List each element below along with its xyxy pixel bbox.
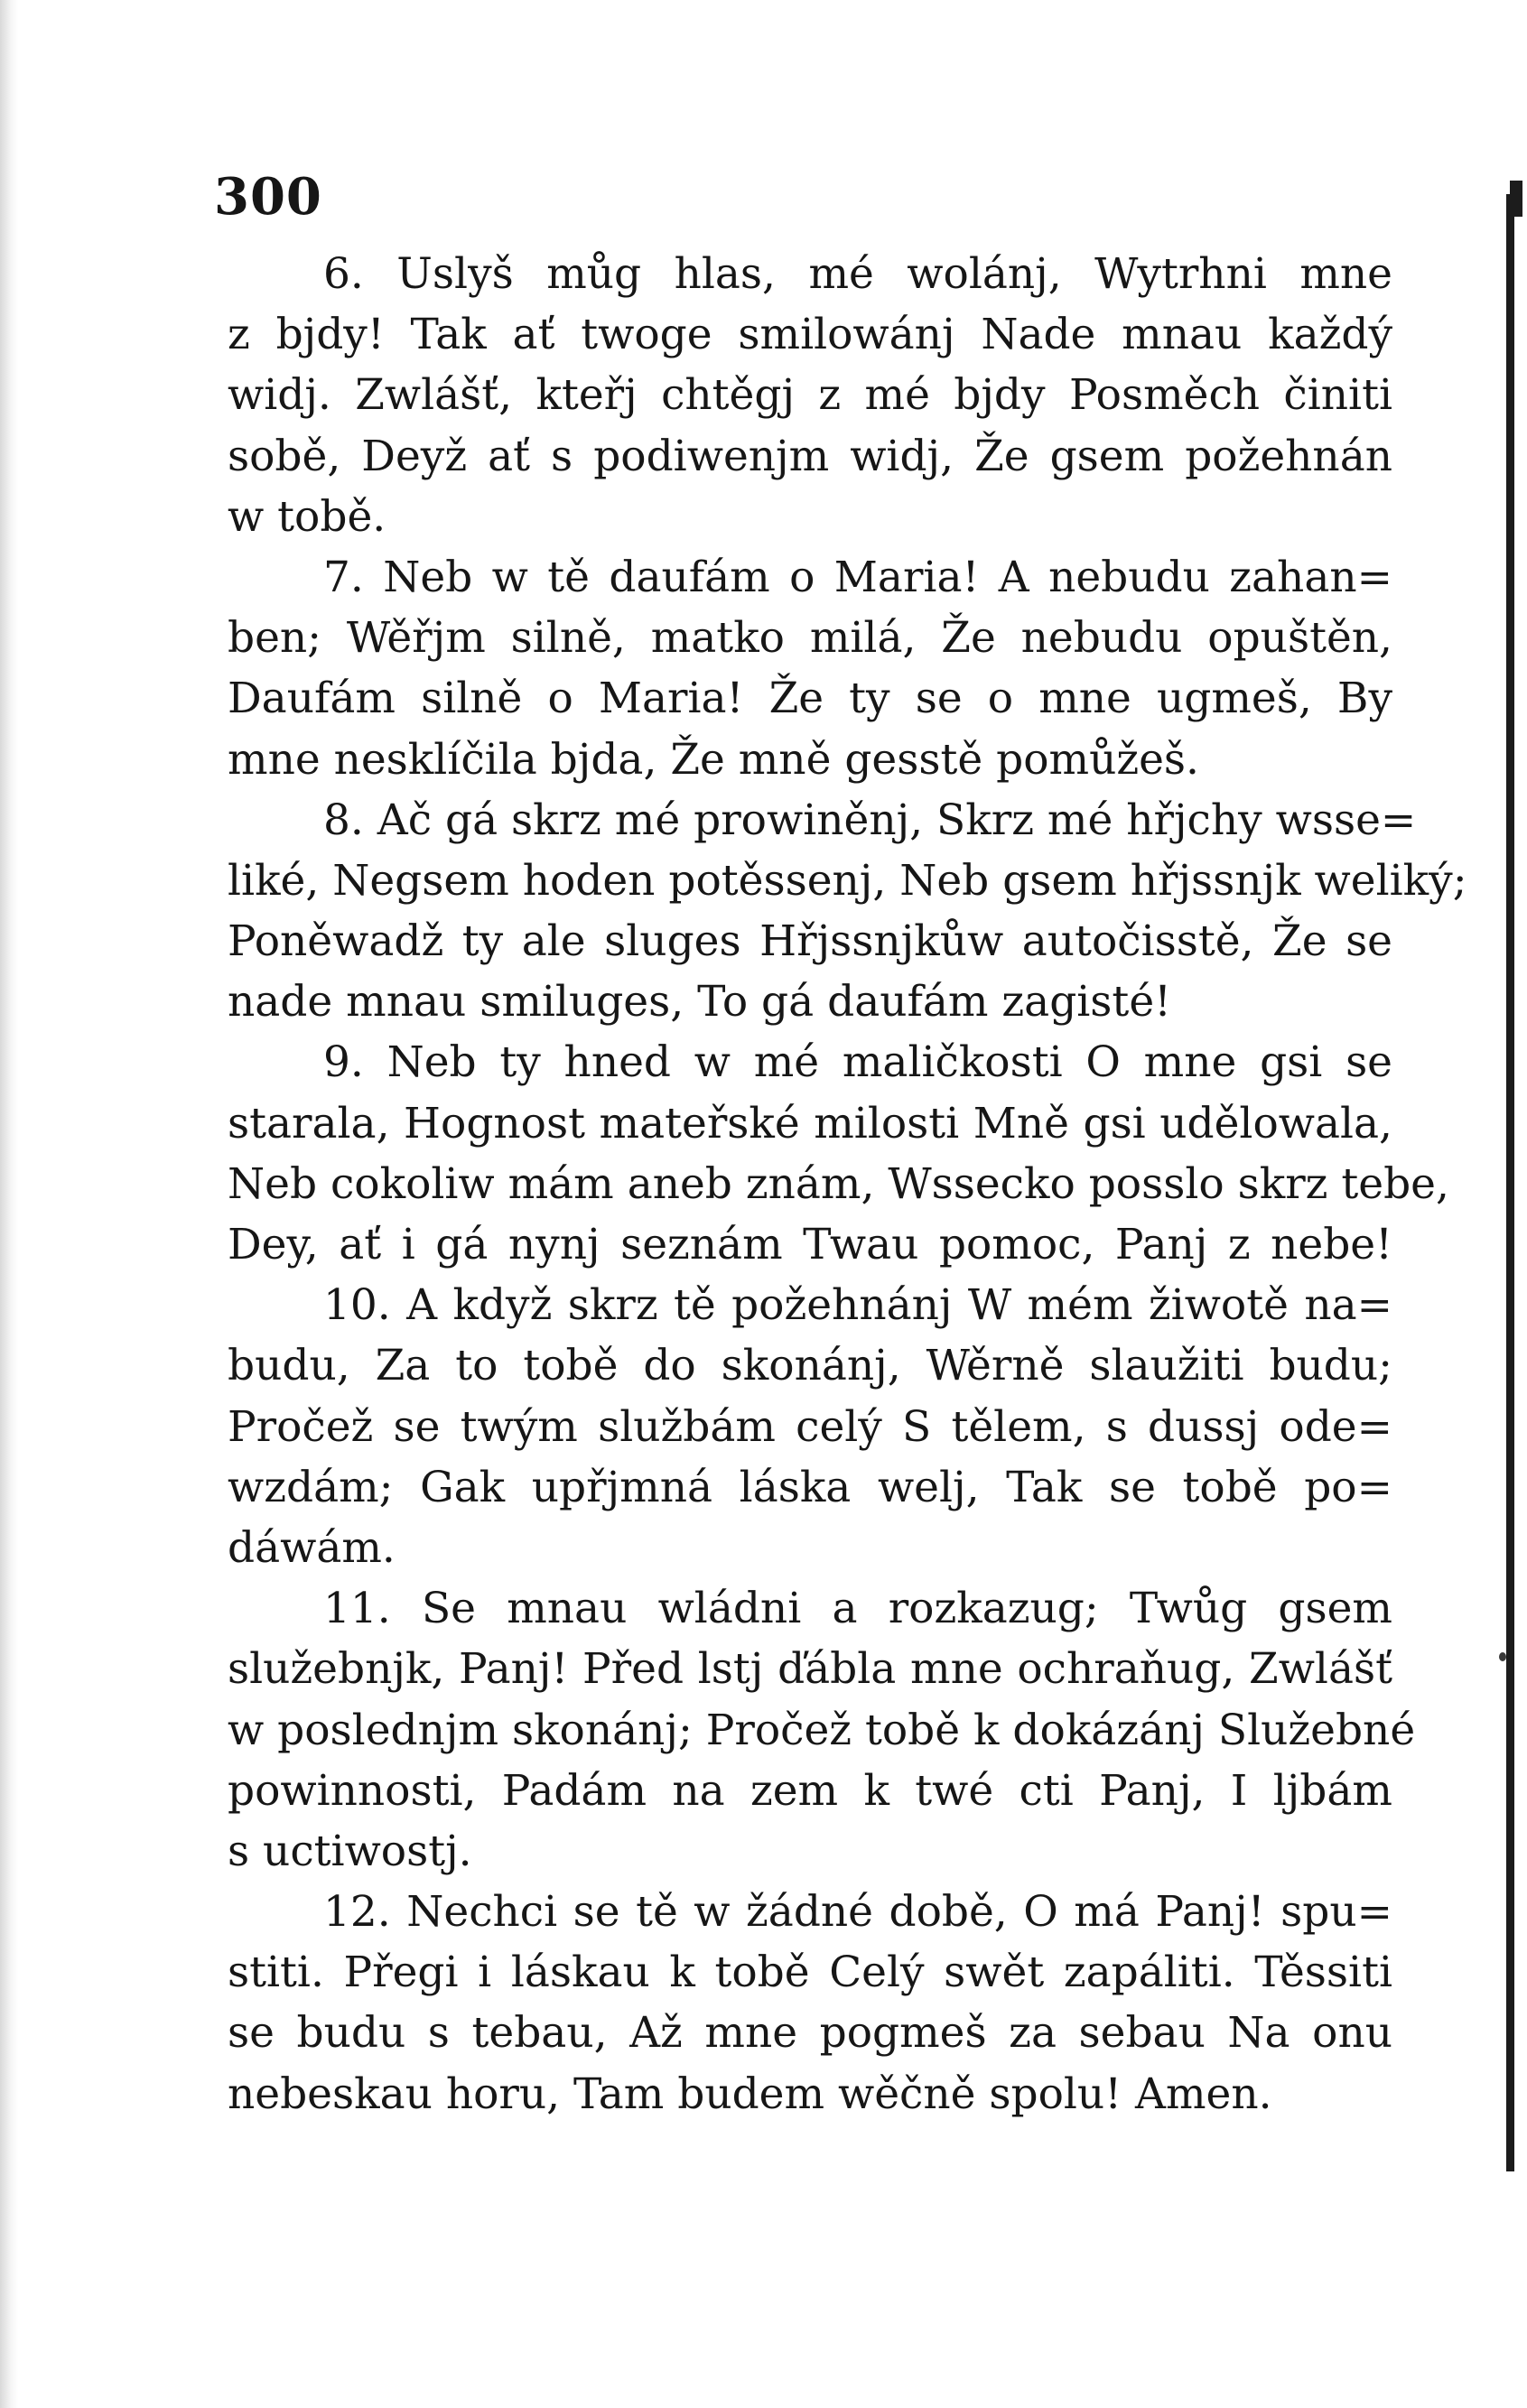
text-line: stiti. Přegi i láskau k tobě Celý swět zapáliti. Těssiti: [228, 1948, 1392, 1998]
verse-9: [228, 1032, 1449, 1275]
text-line: služebnjk, Panj! Před lstj ďábla mne ochraňug, Zwlášť: [228, 1644, 1392, 1695]
print-speck: [1499, 1652, 1506, 1661]
text-line: se budu s tebau, Až mne pogmeš za sebau Na onu: [228, 2008, 1392, 2059]
text-line: 10. A když skrz tě požehnánj W mém žiwotě na=: [323, 1280, 1392, 1331]
text-line: Daufám silně o Maria! Že ty se o mne ugmeš, By: [228, 674, 1392, 724]
text-line: 6. Uslyš můg hlas, mé wolánj, Wytrhni mne: [323, 249, 1392, 299]
text-line: nebeskau horu, Tam budem wěčně spolu! Amen.: [228, 2069, 1272, 2119]
page-text: [228, 244, 1467, 2124]
text-line: wzdám; Gak upřjmná láska welj, Tak se tobě po=: [228, 1462, 1392, 1512]
text-line: widj. Zwlášť, kteřj chtěgj z mé bjdy Posměch činiti: [228, 370, 1392, 421]
text-line: powinnosti, Padám na zem k twé cti Panj, I ljbám: [228, 1765, 1392, 1816]
text-line: 11. Se mnau wládni a rozkazug; Twůg gsem: [323, 1584, 1392, 1634]
page-edge-mark: [1510, 181, 1522, 217]
text-line: nade mnau smiluges, To gá daufám zagisté!: [228, 977, 1172, 1027]
text-line: sobě, Deyž ať s podiwenjm widj, Že gsem požehnán: [228, 431, 1392, 481]
text-line: 9. Neb ty hned w mé maličkosti O mne gsi se: [323, 1037, 1392, 1088]
page-gutter-shadow: [0, 0, 18, 2408]
text-line: dáwám.: [228, 1522, 396, 1573]
text-line: Pročež se twým službám celý S tělem, s dussj ode=: [228, 1401, 1392, 1452]
text-line: liké, Negsem hoden potěssenj, Neb gsem hřjssnjk weliký;: [228, 855, 1467, 906]
text-line: s uctiwostj.: [228, 1826, 472, 1876]
verse-8: [228, 790, 1467, 1033]
text-line: mne nesklíčila bjda, Že mně gesstě pomůžeš.: [228, 734, 1199, 785]
verse-10: [228, 1275, 1392, 1578]
text-line: Dey, ať i gá nynj seznám Twau pomoc, Panj z nebe!: [228, 1220, 1392, 1269]
text-line: budu, Za to tobě do skonánj, Wěrně slaužiti budu;: [228, 1341, 1392, 1391]
verse-6: [228, 244, 1392, 547]
text-line: Poněwadž ty ale sluges Hřjssnjkůw autočisstě, Že se: [228, 916, 1392, 967]
verse-12: [228, 1882, 1392, 2124]
text-line: z bjdy! Tak ať twoge smilowánj Nade mnau každý: [228, 310, 1392, 360]
verse-7: [228, 547, 1392, 790]
text-line: 12. Nechci se tě w žádné době, O má Panj! spu=: [323, 1887, 1392, 1938]
page-edge-rule: [1506, 194, 1514, 2171]
text-line: w poslednjm skonánj; Pročež tobě k dokázánj Služebné: [228, 1705, 1416, 1755]
text-line: 7. Neb w tě daufám o Maria! A nebudu zahan=: [323, 552, 1392, 602]
text-line: starala, Hognost mateřské milosti Mně gsi udělowala,: [228, 1098, 1392, 1148]
text-line: 8. Ač gá skrz mé prowiněnj, Skrz mé hřjchy wsse=: [323, 795, 1417, 845]
text-line: w tobě.: [228, 491, 386, 542]
text-line: ben; Wěřjm silně, matko milá, Že nebudu opuštěn,: [228, 613, 1392, 664]
text-line: Neb cokoliw mám aneb znám, Wssecko posslo skrz tebe,: [228, 1158, 1449, 1209]
page-number: 300: [214, 167, 322, 227]
verse-11: [228, 1578, 1416, 1882]
